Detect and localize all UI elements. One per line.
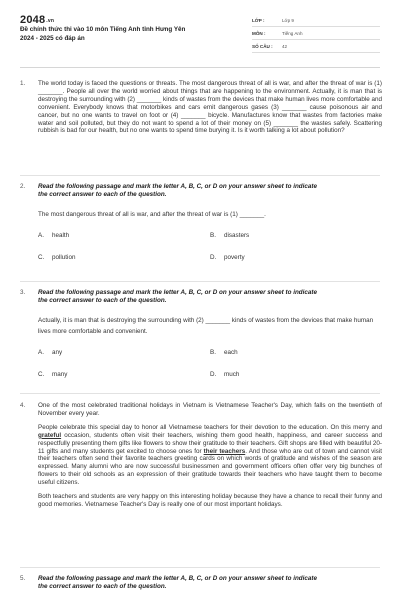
question-5	[20, 575, 382, 591]
meta-row-subject: MÔN : Tiếng Anh	[252, 27, 380, 40]
option-c[interactable]: C. pollution	[38, 253, 76, 261]
question-instruction: Read the following passage and mark the letter A, B, C, or D on your answer sheet to indicate the correct answer to each of the question.	[38, 575, 317, 590]
passage-paragraph-2: People celebrate this special day to honor all Vietnamese teachers for their devotion to the education. On this merry and grateful occasion, students often visit their teachers, wishing them good health, happiness, and career success and respectfully presenting them gifts like flowers to show their gratitude to their teachers. Gift shops are filled with beautiful 20-11 gifts and many students get excited to choose ones for their teachers. And those who are out of town and cannot visit their teachers often send their favorite teachers greeting cards on which words of gratitude and wishes of the season are expressed. Many alumni who are now successful businessmen and government officers often offer very big bunches of flowers to their old schools as an expression of their gratitude towards their teachers who have taught them to become useful citizens.	[38, 423, 382, 487]
passage-paragraph-1: One of the most celebrated traditional holidays in Vietnam is Vietnamese Teacher's Day, which falls on the twentieth of November every year.	[38, 402, 382, 417]
header-divider	[20, 67, 380, 68]
meta-row-count: SỐ CÂU : 42	[252, 40, 380, 53]
meta-row-class: LỚP : Lớp 9	[252, 14, 380, 27]
question-3	[20, 289, 382, 379]
option-b[interactable]: B. disasters	[210, 231, 250, 239]
question-number: 1.	[20, 80, 26, 87]
passage-text: The world today is faced the questions or threats. The most dangerous threat of all is war, and after the threat of war is (1) _______. People all over the world worried about things that are happening to the environment. Actually, it is man that is destroying the surrounding with (2) _______ kinds of wastes from the devices that make human lives more comfortable and convenient. Everybody knows that motorbikes and cars emit dangerous gases (3) _______ cause poisonous air and cancer, but no one wants to travel on foot or (4) _______ bicycle. Manufactures know that wastes from factories make water and soil polluted, but they do not want to spend a lot of their money on (5) _______ the wastes safely. Scattering rubbish is bad for our health, but no one wants to spend time burying it. Is it worth talking a lot about pollution?	[38, 80, 382, 135]
underlined-phrase-their-teachers: their teachers	[203, 447, 246, 455]
underlined-word-grateful: grateful	[38, 431, 62, 439]
option-a[interactable]: A. any	[38, 348, 63, 356]
question-divider	[20, 393, 380, 394]
document-meta	[252, 14, 380, 53]
option-d[interactable]: D. much	[210, 370, 240, 378]
answer-options	[38, 232, 382, 262]
question-1	[20, 80, 382, 135]
question-instruction: Read the following passage and mark the letter A, B, C, or D on your answer sheet to indicate the correct answer to each of the question.	[38, 289, 317, 304]
question-number: 2.	[20, 183, 26, 190]
option-b[interactable]: B. each	[210, 348, 238, 356]
page-header	[0, 0, 400, 62]
question-number: 5.	[20, 575, 26, 582]
option-c[interactable]: C. many	[38, 370, 68, 378]
question-divider	[20, 175, 380, 176]
question-4	[20, 402, 382, 509]
document-title: Đề chính thức thi vào 10 môn Tiếng Anh tỉnh Hưng Yên 2024 - 2025 có đáp án	[20, 26, 186, 42]
answer-options	[38, 349, 382, 379]
option-d[interactable]: D. poverty	[210, 253, 245, 261]
question-divider	[20, 281, 380, 282]
passage-paragraph-3: Both teachers and students are very happy on this interesting holiday because they have a chance to recall their funny and good memories. Vietnamese Teacher's Day is really one of our most important holidays.	[38, 493, 382, 508]
question-instruction: Read the following passage and mark the letter A, B, C, or D on your answer sheet to indicate the correct answer to each of the question.	[38, 183, 317, 198]
question-divider	[20, 567, 380, 568]
question-2	[20, 183, 382, 262]
question-stem: Actually, it is man that is destroying the surrounding with (2) _______ kinds of wastes from the devices that make human lives more comfortable and convenient.	[38, 316, 374, 335]
site-logo[interactable]: 2048.vn	[20, 14, 55, 26]
option-a[interactable]: A. health	[38, 231, 70, 239]
question-number: 3.	[20, 289, 26, 296]
question-number: 4.	[20, 402, 26, 409]
question-stem: The most dangerous threat of all is war, and after the threat of war is (1) _______.	[38, 210, 266, 218]
